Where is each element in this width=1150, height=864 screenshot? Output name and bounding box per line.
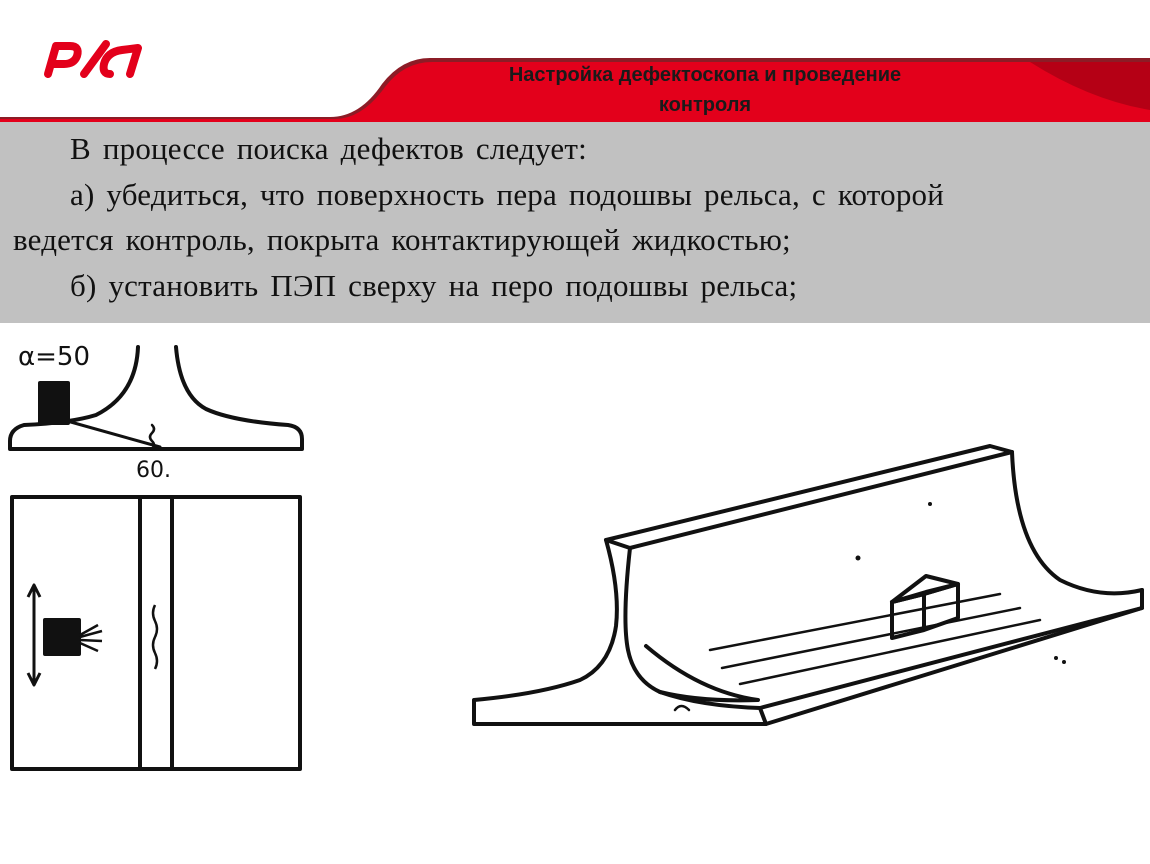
instruction-item-a-line-2: ведется контроль, покрыта контактирующей жидкостью; [13, 222, 791, 257]
rail-3d-diagram [460, 430, 1150, 740]
instruction-item-b: б) установить ПЭП сверху на перо подошвы рельса; [70, 268, 798, 303]
instruction-intro: В процессе поиска дефектов следует: [70, 131, 587, 166]
slide-title-line-1: Настройка дефектоскопа и проведение [508, 64, 902, 86]
rzd-logo [40, 36, 152, 80]
probe-top-view [45, 620, 79, 654]
probe-side-view [40, 383, 68, 423]
rail-end-profile [474, 540, 766, 724]
distance-label: 60. [136, 458, 171, 483]
angle-label: α=50 [18, 342, 91, 372]
probe-cross-section-diagram [0, 325, 320, 785]
slide-title [420, 60, 990, 120]
instruction-item-a-line-1: а) убедиться, что поверхность пера подошвы рельса, с которой [70, 177, 945, 212]
slide-title-line-2: контроля [658, 94, 752, 116]
